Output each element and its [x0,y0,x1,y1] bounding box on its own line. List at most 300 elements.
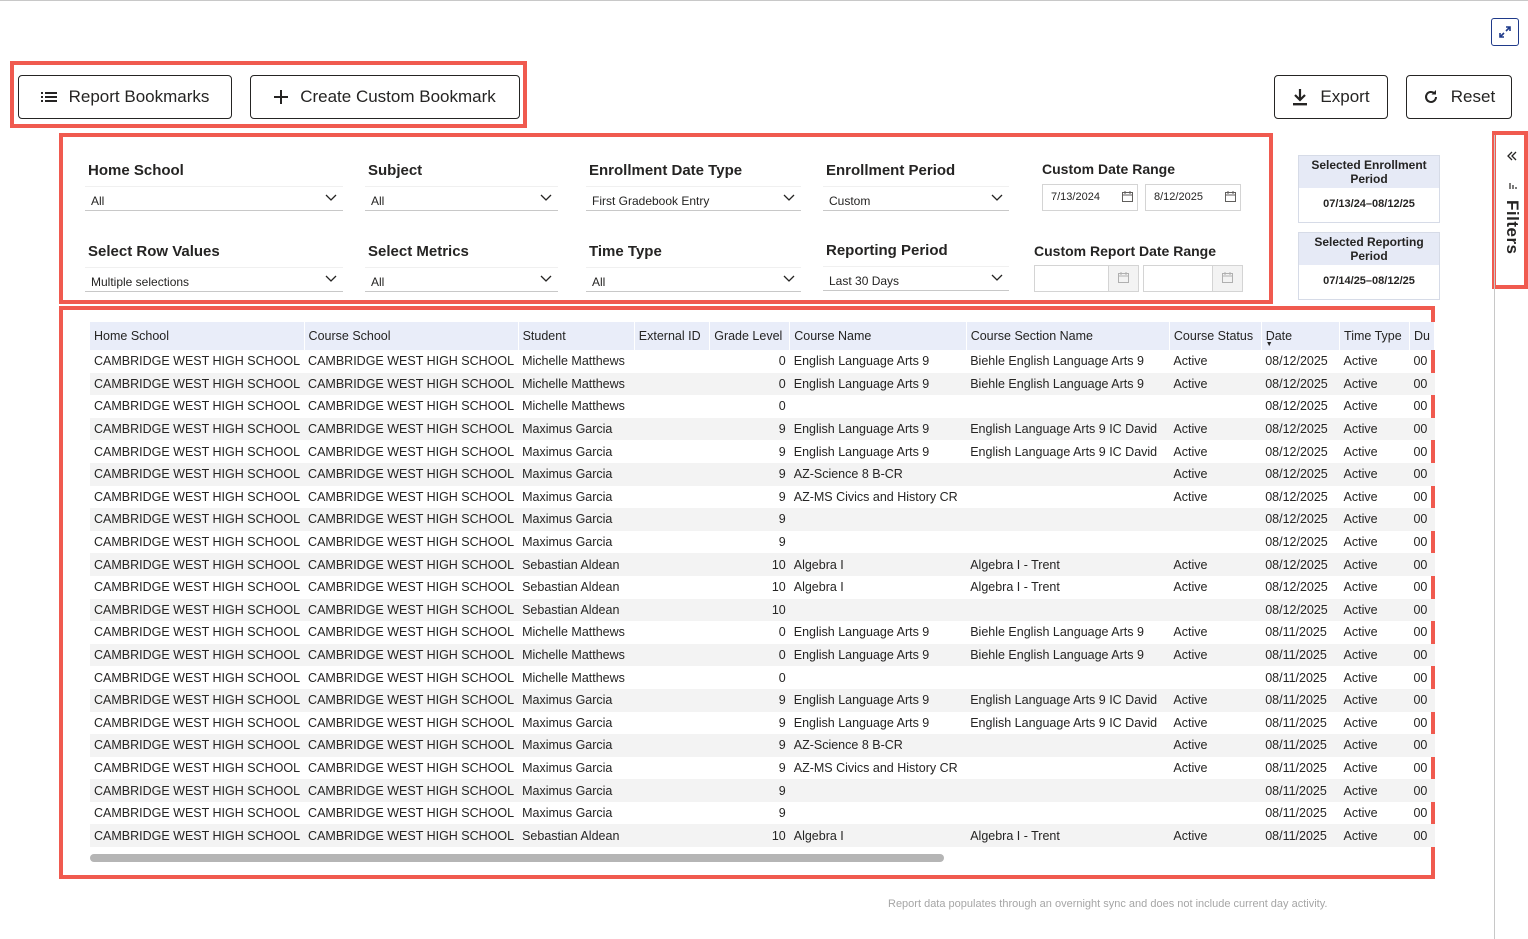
table-cell: CAMBRIDGE WEST HIGH SCHOOL [90,824,304,847]
table-cell: 00 [1413,625,1428,640]
table-row[interactable] [90,734,1435,757]
table-cell [966,463,1169,486]
table-cell: 9 [710,508,790,531]
selected-enrollment-period-value: 07/13/24–08/12/25 [1323,198,1415,210]
table-cell: AZ-MS Civics and History CR [793,489,958,504]
table-cell [634,621,709,644]
report-bookmarks-button[interactable] [18,75,232,119]
custom-date-range-label: Custom Date Range [1042,161,1176,177]
table-cell [634,440,709,463]
table-cell: Active [1173,489,1208,504]
table-cell: English Language Arts 9 [793,625,930,640]
custom-date-start-value: 7/13/2024 [1051,191,1100,203]
table-cell: Active [1169,418,1261,441]
table-cell: Maximus Garcia [518,463,634,486]
table-cell: Active [1340,824,1410,847]
reporting-period-value: Last 30 Days [829,274,900,288]
table-cell: English Language Arts 9 [790,644,966,667]
table-cell: 00 [1409,644,1434,667]
table-cell: CAMBRIDGE WEST HIGH SCHOOL [90,463,304,486]
column-header[interactable]: Grade Level [710,322,790,350]
table-cell: 00 [1413,670,1428,685]
table-cell: 9 [710,734,790,757]
table-header-row [90,322,1435,350]
custom-date-end-value: 8/12/2025 [1154,191,1203,203]
table-cell: Active [1173,715,1208,730]
table-cell: English Language Arts 9 IC David [966,689,1169,712]
table-cell: CAMBRIDGE WEST HIGH SCHOOL [94,670,301,685]
table-cell: 00 [1409,689,1434,712]
table-cell: Maximus Garcia [522,806,613,821]
table-cell: English Language Arts 9 [793,715,930,730]
table-cell: 08/12/2025 [1265,535,1328,550]
table-cell: Michelle Matthews [522,670,625,685]
subject-label: Subject [368,162,423,179]
table-cell: CAMBRIDGE WEST HIGH SCHOOL [304,734,518,757]
table-cell: 08/11/2025 [1265,715,1327,730]
home-school-label: Home School [88,162,184,179]
filter-bars-icon [1508,181,1518,191]
export-label: Export [1320,87,1370,106]
table-cell: Active [1343,399,1378,414]
table-cell [790,395,966,418]
export-button[interactable] [1274,75,1388,119]
table-cell: CAMBRIDGE WEST HIGH SCHOOL [304,644,518,667]
table-row[interactable] [90,553,1435,576]
table-cell: 00 [1413,489,1428,504]
table-cell: CAMBRIDGE WEST HIGH SCHOOL [308,580,515,595]
table-cell: CAMBRIDGE WEST HIGH SCHOOL [90,418,304,441]
table-row[interactable] [90,463,1435,486]
table-row[interactable] [90,689,1435,712]
table-cell [1169,802,1261,825]
table-row[interactable] [90,508,1435,531]
custom-report-date-end-input[interactable] [1143,265,1243,292]
table-cell [634,712,709,735]
calendar-icon[interactable] [1122,191,1133,202]
table-cell: Michelle Matthews [522,399,625,414]
table-row[interactable] [90,350,1435,373]
metrics-dropdown[interactable] [365,267,558,292]
table-cell: CAMBRIDGE WEST HIGH SCHOOL [304,463,518,486]
table-cell: 00 [1409,418,1434,441]
table-cell: English Language Arts 9 [790,418,966,441]
table-cell: English Language Arts 9 [790,373,966,396]
chevron-down-icon [540,194,552,202]
table-cell: CAMBRIDGE WEST HIGH SCHOOL [90,599,304,622]
table-cell [790,666,966,689]
table-cell: Maximus Garcia [518,418,634,441]
table-cell: CAMBRIDGE WEST HIGH SCHOOL [90,553,304,576]
table-cell [966,531,1169,554]
table-cell [1169,395,1261,418]
table-cell: 00 [1413,580,1428,595]
table-cell [966,757,1169,780]
table-cell [634,824,709,847]
table-cell [1169,666,1261,689]
selected-reporting-period-title: Selected Reporting Period [1299,233,1439,265]
table-row[interactable] [90,802,1435,825]
custom-date-end-input[interactable] [1145,184,1241,211]
table-cell: Algebra I - Trent [970,580,1060,595]
table-cell [634,486,709,509]
table-cell: CAMBRIDGE WEST HIGH SCHOOL [90,644,304,667]
subject-value: All [371,194,385,208]
table-row[interactable] [90,621,1435,644]
table-cell: 08/12/2025 [1265,489,1328,504]
table-cell: 00 [1413,399,1428,414]
table-cell: Maximus Garcia [518,689,634,712]
table-cell: CAMBRIDGE WEST HIGH SCHOOL [308,444,515,459]
data-table[interactable] [90,322,1435,852]
custom-report-date-start-input[interactable] [1034,265,1139,292]
table-cell [634,418,709,441]
chevron-down-icon [783,194,795,202]
table-cell: Sebastian Aldean [518,824,634,847]
reporting-period-dropdown[interactable] [823,266,1009,291]
table-cell: 08/12/2025 [1261,553,1339,576]
table-cell [634,373,709,396]
column-header[interactable]: Course Section Name [966,322,1169,350]
table-cell: Michelle Matthews [518,373,634,396]
table-cell: Active [1169,463,1261,486]
table-cell: Active [1173,580,1208,595]
refresh-icon [1423,89,1439,105]
table-cell: Active [1173,760,1208,775]
table-cell: CAMBRIDGE WEST HIGH SCHOOL [308,806,515,821]
table-cell: 00 [1413,354,1428,369]
table-cell [1169,599,1261,622]
table-cell: Active [1343,535,1378,550]
table-cell [634,644,709,667]
table-cell: 00 [1409,779,1434,802]
metrics-label: Select Metrics [368,243,469,260]
chevron-down-icon [991,274,1003,282]
table-cell: Maximus Garcia [522,489,613,504]
column-header-label: Date [1265,329,1293,343]
table-cell: Active [1340,599,1410,622]
enrollment-period-dropdown[interactable] [823,186,1009,211]
table-cell: 08/11/2025 [1261,734,1339,757]
table-cell: Active [1340,689,1410,712]
double-chevron-left-icon[interactable] [1507,151,1517,161]
table-cell: Active [1340,373,1410,396]
table-cell: Biehle English Language Arts 9 [966,644,1169,667]
table-cell: 9 [778,535,786,550]
enrollment-date-type-label: Enrollment Date Type [589,162,743,179]
column-header[interactable]: Student [518,322,634,350]
table-cell [1169,508,1261,531]
selected-reporting-period-card [1298,232,1440,300]
home-school-value: All [91,194,105,208]
selected-enrollment-period-card [1298,155,1440,223]
table-cell: Michelle Matthews [522,354,625,369]
table-cell: 08/12/2025 [1265,444,1328,459]
table-cell: 08/11/2025 [1265,670,1327,685]
table-cell: CAMBRIDGE WEST HIGH SCHOOL [90,734,304,757]
column-header[interactable]: Du [1409,322,1434,350]
table [90,322,1435,847]
table-cell: 08/12/2025 [1261,373,1339,396]
calendar-icon[interactable] [1118,272,1129,283]
table-cell: Active [1340,644,1410,667]
table-cell: CAMBRIDGE WEST HIGH SCHOOL [94,444,301,459]
table-cell: Active [1343,625,1378,640]
table-cell: 10 [710,599,790,622]
table-cell: Active [1343,489,1378,504]
column-header[interactable]: Course School [304,322,518,350]
chevron-down-icon [325,194,337,202]
table-cell: CAMBRIDGE WEST HIGH SCHOOL [94,535,301,550]
table-cell: CAMBRIDGE WEST HIGH SCHOOL [308,535,515,550]
table-row[interactable] [90,486,1435,509]
plus-icon [274,90,288,104]
table-cell: 08/12/2025 [1261,418,1339,441]
table-cell: Active [1340,508,1410,531]
table-cell: Active [1169,644,1261,667]
table-cell: 08/11/2025 [1265,806,1327,821]
chevron-down-icon [783,275,795,283]
time-type-label: Time Type [589,243,662,260]
table-cell [634,779,709,802]
column-header[interactable]: Home School [90,322,304,350]
column-header[interactable]: Course Name [790,322,966,350]
table-cell: AZ-Science 8 B-CR [790,463,966,486]
table-cell: CAMBRIDGE WEST HIGH SCHOOL [308,399,515,414]
table-row[interactable] [90,418,1435,441]
table-cell: Algebra I [793,580,844,595]
sort-descending-icon: ▼ [1265,341,1273,348]
table-cell: 00 [1413,760,1428,775]
table-cell: Sebastian Aldean [518,599,634,622]
table-cell: Maximus Garcia [518,734,634,757]
table-cell [790,802,966,825]
table-cell: 10 [710,824,790,847]
table-row[interactable] [90,599,1435,622]
table-cell [790,599,966,622]
table-cell: 00 [1409,553,1434,576]
table-cell: English Language Arts 9 [790,689,966,712]
table-cell: 0 [710,373,790,396]
table-cell [966,802,1169,825]
table-cell: CAMBRIDGE WEST HIGH SCHOOL [304,373,518,396]
custom-date-start-input[interactable] [1042,184,1138,211]
table-cell: 00 [1409,373,1434,396]
row-values-dropdown[interactable] [85,267,343,292]
filters-pane-label[interactable]: Filters [1503,200,1522,255]
create-custom-bookmark-button[interactable] [250,75,520,119]
table-cell: 0 [778,399,786,414]
table-cell: Active [1169,373,1261,396]
table-cell: 08/11/2025 [1265,760,1327,775]
table-cell: Active [1343,444,1378,459]
table-cell: 08/11/2025 [1265,625,1327,640]
table-cell: Biehle English Language Arts 9 [970,354,1144,369]
table-cell: English Language Arts 9 [793,444,930,459]
table-cell: CAMBRIDGE WEST HIGH SCHOOL [94,715,301,730]
table-cell [634,666,709,689]
table-cell: Biehle English Language Arts 9 [966,373,1169,396]
table-cell: Sebastian Aldean [518,553,634,576]
table-cell: 00 [1413,535,1428,550]
create-custom-bookmark-label: Create Custom Bookmark [300,87,496,106]
table-cell: CAMBRIDGE WEST HIGH SCHOOL [94,760,301,775]
table-cell: CAMBRIDGE WEST HIGH SCHOOL [308,489,515,504]
table-cell [966,734,1169,757]
table-cell: CAMBRIDGE WEST HIGH SCHOOL [304,779,518,802]
table-cell: 08/12/2025 [1265,580,1328,595]
column-header[interactable]: Course Status [1169,322,1261,350]
table-cell: 9 [778,444,786,459]
column-header-date[interactable] [1261,322,1339,350]
table-cell [634,395,709,418]
table-cell [790,531,966,554]
table-cell: CAMBRIDGE WEST HIGH SCHOOL [94,806,301,821]
table-cell [634,757,709,780]
horizontal-scrollbar-thumb[interactable] [90,854,944,862]
table-cell: 00 [1409,599,1434,622]
table-cell: 08/12/2025 [1261,599,1339,622]
table-cell: 9 [710,689,790,712]
table-cell [966,599,1169,622]
reporting-period-label: Reporting Period [826,242,948,259]
table-cell: Active [1169,734,1261,757]
table-cell: Maximus Garcia [522,535,613,550]
table-cell: Active [1343,670,1378,685]
calendar-icon[interactable] [1222,272,1233,283]
table-cell: 08/12/2025 [1261,463,1339,486]
table-cell [634,508,709,531]
table-cell: CAMBRIDGE WEST HIGH SCHOOL [308,760,515,775]
table-row[interactable] [90,666,1435,689]
table-cell [634,689,709,712]
table-cell: Active [1343,806,1378,821]
table-cell: 0 [778,354,786,369]
column-header[interactable]: External ID [634,322,709,350]
table-row[interactable] [90,395,1435,418]
table-cell [966,508,1169,531]
custom-report-date-range-label: Custom Report Date Range [1034,243,1217,259]
table-cell: Active [1173,354,1208,369]
filters-pane-border [1494,135,1495,939]
subject-dropdown[interactable] [365,186,558,211]
table-cell: 0 [710,644,790,667]
table-row[interactable] [90,712,1435,735]
table-cell: CAMBRIDGE WEST HIGH SCHOOL [308,715,515,730]
table-cell: English Language Arts 9 IC David [966,418,1169,441]
home-school-dropdown[interactable] [85,186,343,211]
table-cell: CAMBRIDGE WEST HIGH SCHOOL [94,625,301,640]
table-cell [634,463,709,486]
table-cell [634,350,709,373]
table-cell [966,666,1169,689]
enrollment-period-value: Custom [829,194,871,208]
chevron-down-icon [991,194,1003,202]
table-row[interactable] [90,373,1435,396]
table-cell: Active [1340,779,1410,802]
table-cell: CAMBRIDGE WEST HIGH SCHOOL [90,373,304,396]
table-cell: 00 [1413,806,1428,821]
table-cell [966,779,1169,802]
table-row[interactable] [90,531,1435,554]
table-cell: Michelle Matthews [522,625,625,640]
table-cell: CAMBRIDGE WEST HIGH SCHOOL [304,599,518,622]
table-cell: Maximus Garcia [522,715,613,730]
table-cell: CAMBRIDGE WEST HIGH SCHOOL [304,824,518,847]
table-cell: 08/11/2025 [1261,824,1339,847]
table-cell: CAMBRIDGE WEST HIGH SCHOOL [304,418,518,441]
table-cell: English Language Arts 9 IC David [970,715,1158,730]
table-cell: 10 [771,580,786,595]
table-cell: 00 [1409,824,1434,847]
selected-enrollment-period-title: Selected Enrollment Period [1299,156,1439,188]
table-cell: 9 [778,489,786,504]
expand-icon [1498,25,1512,39]
table-cell: English Language Arts 9 IC David [970,444,1158,459]
table-cell: Algebra I [790,553,966,576]
enrollment-date-type-dropdown[interactable] [586,186,801,211]
time-type-value: All [592,275,606,289]
table-cell: Maximus Garcia [522,444,613,459]
table-cell: Active [1340,734,1410,757]
table-cell: Active [1340,463,1410,486]
calendar-icon[interactable] [1225,191,1236,202]
table-cell: Active [1343,715,1378,730]
table-cell: Maximus Garcia [518,508,634,531]
table-cell: 9 [778,715,786,730]
table-cell: Algebra I [790,824,966,847]
focus-mode-button[interactable] [1491,18,1519,46]
chevron-down-icon [540,275,552,283]
table-cell: 9 [778,760,786,775]
table-row[interactable] [90,757,1435,780]
table-cell [966,395,1169,418]
table-cell: CAMBRIDGE WEST HIGH SCHOOL [94,489,301,504]
table-cell [634,599,709,622]
table-cell: Michelle Matthews [518,644,634,667]
table-cell [966,486,1169,509]
table-cell: Active [1169,824,1261,847]
table-cell: 08/11/2025 [1261,689,1339,712]
table-cell [790,508,966,531]
row-values-value: Multiple selections [91,275,190,289]
table-cell: Active [1169,689,1261,712]
table-row[interactable] [90,576,1435,599]
table-cell: Active [1343,760,1378,775]
table-cell: 9 [710,779,790,802]
table-cell: CAMBRIDGE WEST HIGH SCHOOL [304,553,518,576]
sync-footnote: Report data populates through an overnight sync and does not include current day activity. [888,898,1328,910]
table-row[interactable] [90,440,1435,463]
table-cell [634,802,709,825]
table-cell: CAMBRIDGE WEST HIGH SCHOOL [94,399,301,414]
table-row[interactable] [90,644,1435,667]
list-icon [41,91,57,103]
table-cell: 10 [710,553,790,576]
reset-button[interactable] [1406,75,1512,119]
table-cell: Maximus Garcia [518,779,634,802]
table-cell: AZ-Science 8 B-CR [790,734,966,757]
report-bookmarks-label: Report Bookmarks [68,87,210,106]
table-cell: Active [1173,625,1208,640]
table-row[interactable] [90,824,1435,847]
table-cell: Sebastian Aldean [522,580,620,595]
time-type-dropdown[interactable] [586,267,801,292]
table-cell [1169,779,1261,802]
table-cell: CAMBRIDGE WEST HIGH SCHOOL [90,779,304,802]
column-header[interactable]: Time Type [1340,322,1410,350]
table-row[interactable] [90,779,1435,802]
